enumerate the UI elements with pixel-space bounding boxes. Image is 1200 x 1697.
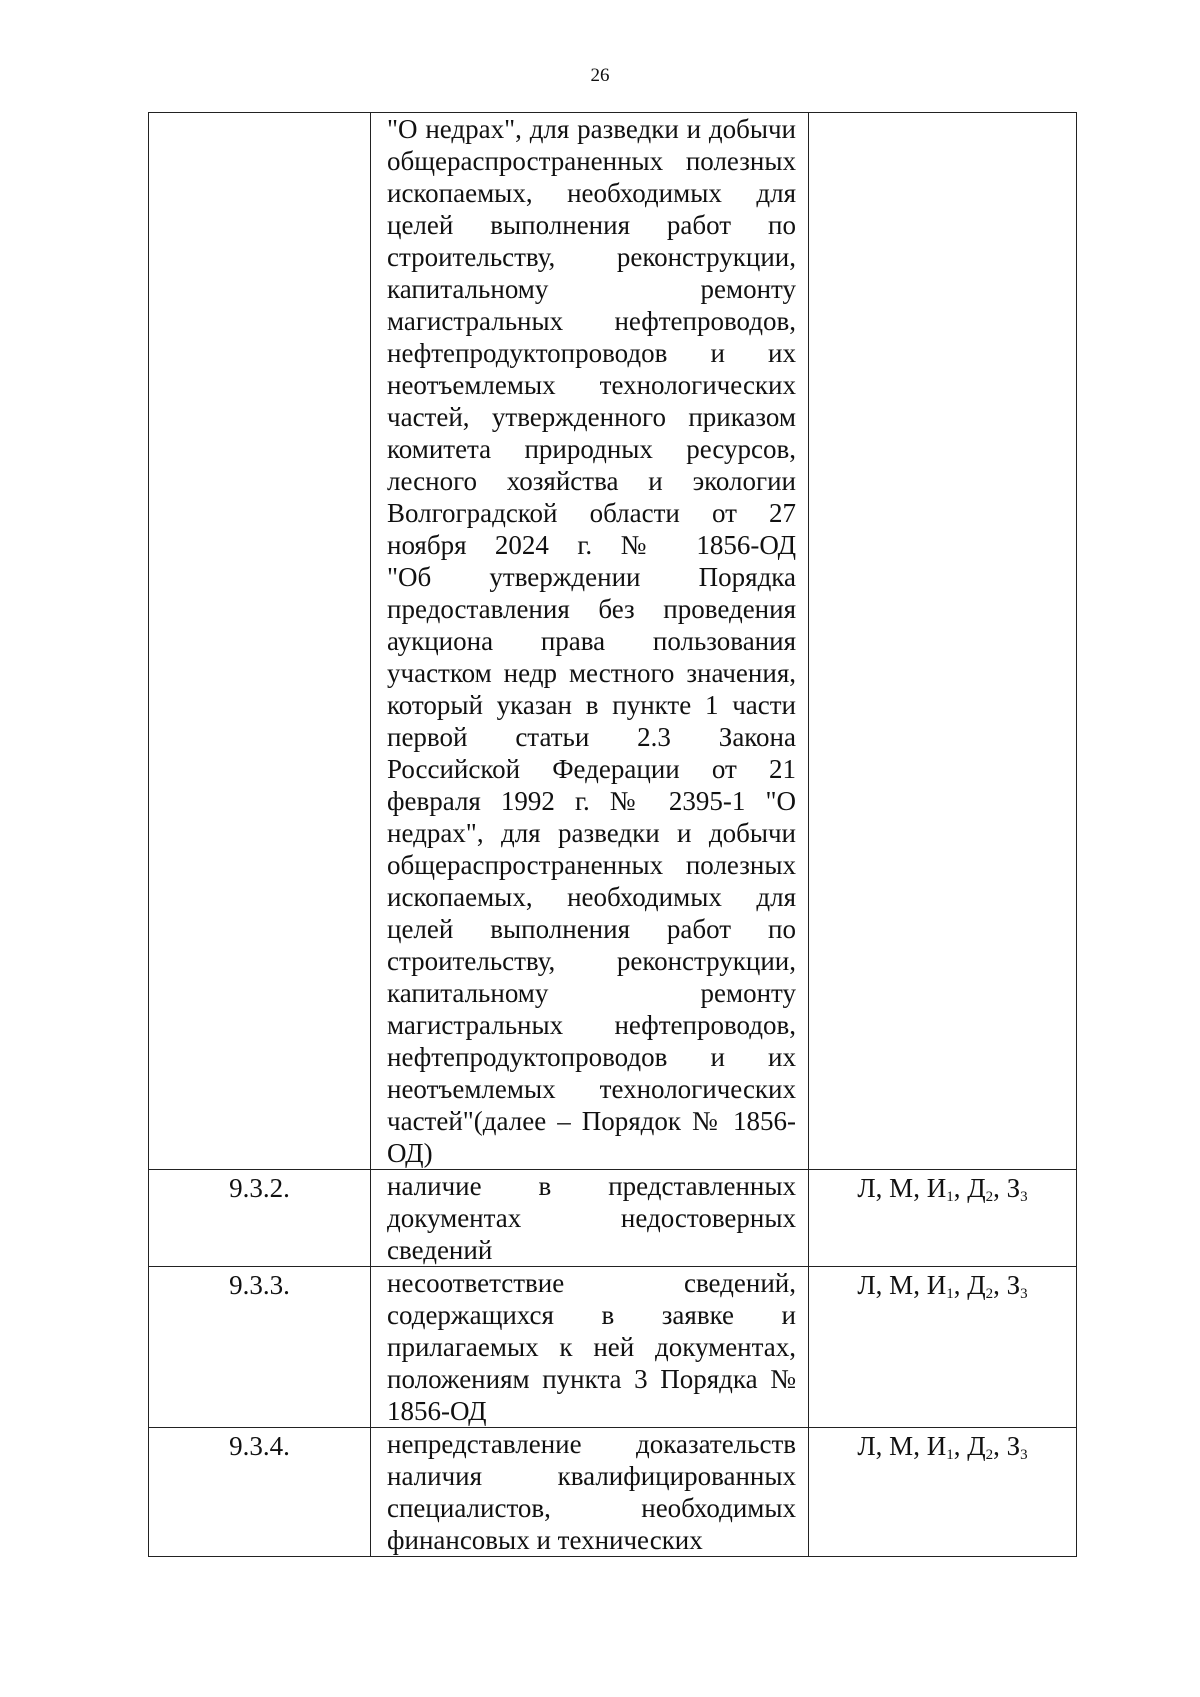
code-z: З — [1006, 1173, 1021, 1203]
code-d: Д — [967, 1173, 986, 1203]
description-line: Российской Федерации от 21 — [387, 754, 796, 784]
code-m: М — [889, 1270, 914, 1300]
description-line: комитета природных ресурсов, — [387, 434, 796, 464]
description-line: лесного хозяйства и экологии — [387, 466, 796, 496]
description-line: общераспространенных полезных — [387, 146, 796, 176]
code-i-sub: 1 — [946, 1286, 954, 1302]
description-line: Волгоградской области от 27 — [387, 498, 796, 528]
description-line: ископаемых, необходимых для — [387, 178, 796, 208]
page-number: 26 — [590, 65, 610, 86]
description-line: участком недр местного значения, — [387, 658, 796, 688]
table-row — [149, 1428, 1077, 1557]
code-i-sub: 1 — [946, 1189, 954, 1205]
description-line: наличие в представленных — [387, 1171, 796, 1201]
description-line: который указан в пункте 1 части — [387, 690, 796, 720]
description-line: первой статьи 2.3 Закона — [387, 722, 796, 752]
code-d: Д — [967, 1431, 986, 1461]
description-line: аукциона права пользования — [387, 626, 796, 656]
description-line: положениям пункта 3 Порядка № — [387, 1364, 796, 1394]
description-line: сведений — [387, 1235, 493, 1265]
description-line: нефтепродуктопроводов и их — [387, 1042, 796, 1072]
description-line: ноября 2024 г. № 1856-ОД — [387, 530, 796, 560]
code-z-sub: 3 — [1020, 1189, 1028, 1205]
item-number — [149, 113, 371, 1170]
item-description — [371, 1428, 809, 1557]
description-line: ископаемых, необходимых для — [387, 882, 796, 912]
description-line: магистральных нефтепроводов, — [387, 306, 796, 336]
description-line: частей, утвержденного приказом — [387, 402, 796, 432]
code-d: Д — [967, 1270, 986, 1300]
code-z-sub: 3 — [1020, 1447, 1028, 1463]
grounds-table — [148, 112, 1077, 1557]
description-line: прилагаемых к ней документах, — [387, 1332, 796, 1362]
authority-codes — [809, 113, 1077, 1170]
description-line: "Об утверждении Порядка — [387, 562, 796, 592]
code-i: И — [926, 1270, 947, 1300]
description-line: строительству, реконструкции, — [387, 946, 796, 976]
description-line: документах недостоверных — [387, 1203, 796, 1233]
code-z: З — [1006, 1431, 1021, 1461]
description-line: неотъемлемых технологических — [387, 370, 796, 400]
description-line: целей выполнения работ по — [387, 914, 796, 944]
item-description — [371, 1170, 809, 1267]
description-line: капитальному ремонту — [387, 274, 796, 304]
description-line: наличия квалифицированных — [387, 1461, 796, 1491]
code-i: И — [926, 1173, 947, 1203]
code-d-sub: 2 — [985, 1447, 994, 1463]
description-line: непредставление доказательств — [387, 1429, 796, 1459]
description-line: магистральных нефтепроводов, — [387, 1010, 796, 1040]
table-row — [149, 113, 1077, 1170]
code-m: М — [889, 1431, 914, 1461]
table-row — [149, 1170, 1077, 1267]
description-line: февраля 1992 г. № 2395-1 "О — [387, 786, 796, 816]
description-line: несоответствие сведений, — [387, 1268, 796, 1298]
code-l: Л — [857, 1270, 876, 1300]
table-row — [149, 1267, 1077, 1428]
description-line: общераспространенных полезных — [387, 850, 796, 880]
code-i-sub: 1 — [946, 1447, 954, 1463]
code-d-sub: 2 — [985, 1189, 994, 1205]
code-z-sub: 3 — [1020, 1286, 1028, 1302]
item-description — [371, 113, 809, 1170]
code-d-sub: 2 — [985, 1286, 994, 1302]
description-line: строительству, реконструкции, — [387, 242, 796, 272]
description-line: недрах", для разведки и добычи — [387, 818, 796, 848]
item-number: 9.3.4. — [149, 1428, 371, 1557]
description-line: капитальному ремонту — [387, 978, 796, 1008]
item-number: 9.3.2. — [149, 1170, 371, 1267]
code-z: З — [1006, 1270, 1021, 1300]
code-i: И — [926, 1431, 947, 1461]
code-l: Л — [857, 1173, 876, 1203]
description-line: содержащихся в заявке и — [387, 1300, 796, 1330]
description-line: неотъемлемых технологических — [387, 1074, 796, 1104]
description-line: целей выполнения работ по — [387, 210, 796, 240]
authority-codes: Л, М, $И_1$, $Д_2$, $З_3$ — [809, 1267, 1077, 1428]
code-m: М — [889, 1173, 914, 1203]
authority-codes: Л, М, $И_1$, $Д_2$, $З_3$ — [809, 1428, 1077, 1557]
item-description — [371, 1267, 809, 1428]
description-line: финансовых и технических — [387, 1525, 703, 1555]
authority-codes: Л, М, $И_1$, $Д_2$, $З_3$ — [809, 1170, 1077, 1267]
description-line: частей"(далее – Порядок № 1856- — [387, 1106, 796, 1136]
description-line: нефтепродуктопроводов и их — [387, 338, 796, 368]
description-line: предоставления без проведения — [387, 594, 796, 624]
description-line: специалистов, необходимых — [387, 1493, 796, 1523]
code-l: Л — [857, 1431, 876, 1461]
description-line: ОД) — [387, 1138, 433, 1168]
description-line: "О недрах", для разведки и добычи — [387, 114, 796, 144]
description-line: 1856-ОД — [387, 1396, 487, 1426]
item-number: 9.3.3. — [149, 1267, 371, 1428]
